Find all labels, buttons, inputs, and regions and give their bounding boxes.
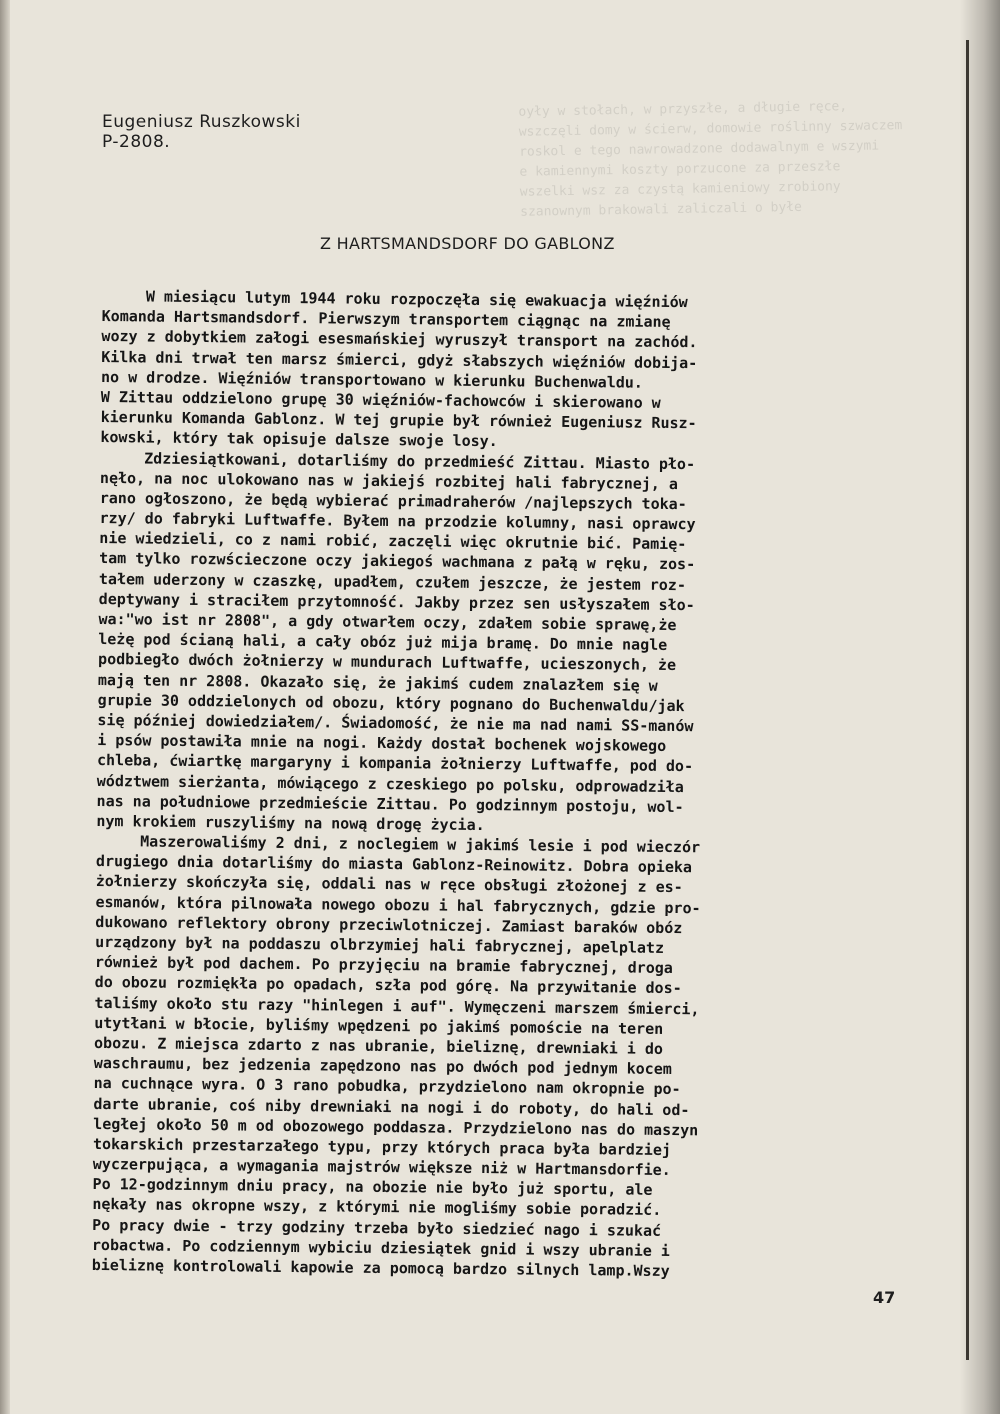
author-name: Eugeniusz Ruszkowski xyxy=(102,112,301,132)
page-title: Z HARTSMANDSDORF DO GABLONZ xyxy=(320,234,615,253)
text-line: esmanów, która pilnowała nowego obozu i hal fabrycznych, gdzie pro- xyxy=(95,892,701,917)
text-line: utytłani w błocie, byliśmy wpędzeni po jakimś pomoście na teren xyxy=(94,1013,664,1038)
text-line: nie wiedzieli, co z nami robić, zaczęli więc okrutnie bić. Pamię- xyxy=(99,529,687,554)
text-line: Komanda Hartsmandsdorf. Pierwszym transportem ciągnąc na zmianę xyxy=(101,307,671,332)
text-line: deptywany i straciłem przytomność. Jakby przez sen usłyszałem sło- xyxy=(98,589,695,615)
text-line: obozu. Z miejsca zdarto z nas ubranie, bieliznę, drewniaki i do xyxy=(93,1033,664,1058)
text-line: rano ogłoszono, że będą wybierać primadraherów /najlepszych toka- xyxy=(99,488,687,514)
text-line: tokarskich przestarzałego typu, przy których praca była bardziej xyxy=(92,1134,672,1159)
text-line: mają ten nr 2808. Okazało się, że jakimś cudem znalazłem się w xyxy=(97,670,658,695)
text-line: chleba, ćwiartkę margaryny i kompania żołnierzy Luftwaffe, pod do- xyxy=(96,751,694,776)
text-line: rzy/ do fabryki Luftwaffe. Byłem na przodzie kolumny, nasi oprawcy xyxy=(99,509,696,534)
text-line: W Zittau oddzielono grupę 30 więźniów-fachowców i skierowano w xyxy=(100,387,661,412)
text-line: kierunku Komanda Gablonz. W tej grupie był również Eugeniusz Rusz- xyxy=(100,408,697,433)
text-line: nas na południowe przedmieście Zittau. Po godzinnym postoju, wol- xyxy=(96,791,684,816)
text-line: no w drodze. Więźniów transportowano w kierunku Buchenwaldu. xyxy=(100,367,643,392)
text-line: leżę pod ścianą hali, a cały obóz już mija bramę. Do mnie nagle xyxy=(98,630,668,655)
text-line: nękały nas okropne wszy, z którymi nie mogliśmy sobie poradzić. xyxy=(92,1195,662,1220)
text-line: dukowano reflektory obrony przeciwlotniczej. Zamiast baraków obóz xyxy=(95,912,683,937)
text-line: darte ubranie, coś niby drewniaki na nogi i do roboty, do hali od- xyxy=(93,1094,690,1119)
text-line: do obozu rozmiękła po opadach, szła pod górę. Na przywitanie dos- xyxy=(94,973,682,998)
page-number: 47 xyxy=(873,1288,896,1307)
text-line: urządzony był na poddaszu olbrzymiej hali fabrycznej, apelplatz xyxy=(95,932,665,957)
text-line: Zdziesiątkowani, dotarliśmy do przedmieść Zittau. Miasto pło- xyxy=(144,448,696,473)
text-line: się później dowiedziałem/. Świadomość, że nie ma nad nami SS-manów xyxy=(97,710,694,736)
text-line: nym krokiem ruszyliśmy na nową drogę życia. xyxy=(96,811,485,834)
text-line: żołnierzy skończyła się, oddali nas w ręce obsługi złożonej z es- xyxy=(95,872,683,897)
text-line: ległej około 50 m od obozowego poddasza. Przydzielono nas do maszyn xyxy=(93,1114,699,1139)
text-line: wyczerpująca, a wymagania majstrów większe niż w Hartmansdorfie. xyxy=(92,1155,671,1180)
text-line: również był pod dachem. Po przyjęciu na bramie fabrycznej, droga xyxy=(94,953,673,978)
bleed-through-text: oyły w stołach, w przyszłe, a długie ręce, wszczęli domy w ścierw, domowie roślinny szwaczem roskol e tego nawrowadzone dodawalnym e wszymi e kamiennymi koszty porzucone za przeszłe wszelki wsz za czystą kamieniowy zrobiony szanownym brakowali zaliczali o byłe xyxy=(518,99,903,220)
text-line: W miesiącu lutym 1944 roku rozpoczęła się ewakuacja więźniów xyxy=(145,287,688,312)
text-line: tam tylko rozwścieczone oczy jakiegoś wachmana z pałą w ręku, zos- xyxy=(99,549,696,574)
author-block xyxy=(102,112,301,152)
text-line: nęło, na noc ulokowano nas w jakiejś rozbitej hali fabrycznej, a xyxy=(99,468,679,493)
text-line: Po pracy dwie - trzy godziny trzeba było siedzieć nago i szukać xyxy=(92,1215,662,1240)
scan-shadow xyxy=(960,0,1000,1414)
body-text xyxy=(92,286,912,1284)
text-line: kowski, który tak opisuje dalsze swoje losy. xyxy=(100,428,498,451)
text-line: taliśmy około stu razy "hinlegen i auf". Wymęczeni marszem śmierci, xyxy=(94,993,700,1018)
text-line: waschraumu, bez jedzenia zapędzono nas po dwóch pod jednym kocem xyxy=(93,1054,672,1079)
text-line: grupie 30 oddzielonych od obozu, który pognano do Buchenwaldu/jak xyxy=(97,690,685,715)
text-line: wództwem sierżanta, mówiącego z czeskiego po polsku, odprowadziła xyxy=(96,771,684,796)
text-line: Maszerowaliśmy 2 dni, z noclegiem w jakimś lesie i pod wieczór xyxy=(140,832,701,857)
text-line: wozy z dobytkiem załogi esesmańskiej wyruszył transport na zachód. xyxy=(101,327,698,352)
text-line: drugiego dnia dotarliśmy do miasta Gablonz-Reinowitz. Dobra opieka xyxy=(95,852,693,877)
text-line: wa:"wo ist nr 2808", a gdy otwarłem oczy, zdałem sobie sprawę,że xyxy=(98,609,677,635)
text-line: i psów postawiła mnie na nogi. Każdy dostał bochenek wojskowego xyxy=(97,731,667,756)
text-line: Kilka dni trwał ten marsz śmierci, gdyż słabszych więźniów dobija- xyxy=(101,347,698,372)
prisoner-number: P-2808. xyxy=(102,132,171,152)
text-line: robactwa. Po codziennym wybiciu dziesiątek gnid i wszy ubranie i xyxy=(91,1235,670,1260)
text-line: bieliznę kontrolowali kapowie za pomocą bardzo silnych lamp.Wszy xyxy=(91,1255,670,1280)
text-line: na cuchnące wyra. O 3 rano pobudka, przydzielono nam okropnie po- xyxy=(93,1074,681,1099)
text-line: tałem uderzony w czaszkę, upadłem, czułem jeszcze, że jestem roz- xyxy=(98,569,686,594)
text-line: Po 12-godzinnym dniu pracy, na obozie nie było już sportu, ale xyxy=(92,1175,653,1200)
page-binding-edge xyxy=(0,0,10,1414)
text-line: podbiegło dwóch żołnierzy w mundurach Luftwaffe, ucieszonych, że xyxy=(97,650,677,675)
